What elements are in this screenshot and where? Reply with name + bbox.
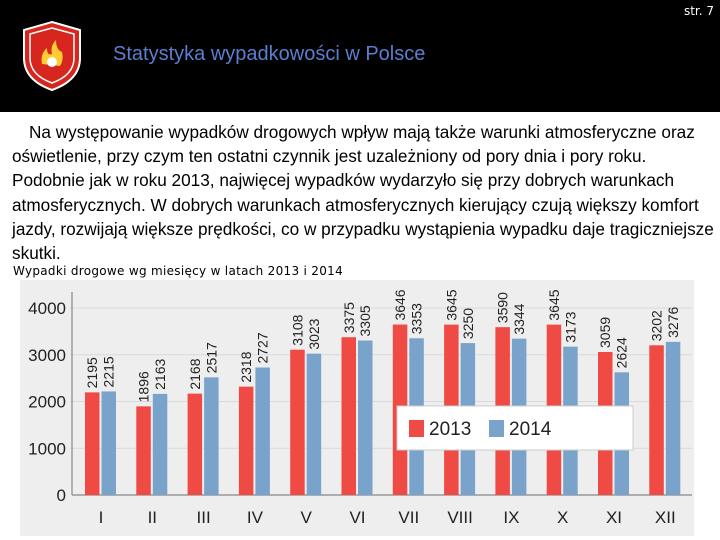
bar-2013	[290, 350, 305, 495]
data-label-2013: 3590	[494, 292, 511, 324]
x-tick-label: XII	[654, 508, 676, 527]
x-tick-label: VII	[398, 508, 420, 527]
data-label-2014: 3023	[305, 318, 322, 350]
data-label-2013: 3108	[289, 314, 306, 346]
x-tick-label: XI	[605, 508, 623, 527]
bar-2013	[239, 387, 254, 495]
y-tick-label: 2000	[28, 392, 66, 412]
bar-2014	[153, 394, 168, 495]
y-tick-label: 3000	[28, 345, 66, 365]
data-label-2014: 3305	[357, 305, 374, 337]
bar-2014	[204, 377, 219, 495]
page-number: str. 7	[683, 4, 714, 18]
data-label-2013: 3059	[597, 316, 614, 348]
bar-2013	[136, 406, 151, 495]
data-label-2014: 3344	[511, 303, 528, 335]
chart-caption: Wypadki drogowe wg miesięcy w latach 2013 i 2014	[13, 264, 344, 278]
x-tick-label: IV	[246, 508, 263, 527]
data-label-2014: 2727	[254, 332, 271, 364]
bar-2014	[102, 391, 117, 495]
data-label-2013: 3375	[340, 302, 357, 334]
bar-2014	[666, 342, 681, 495]
x-tick-label: V	[300, 508, 312, 527]
x-tick-label: IX	[503, 508, 520, 527]
x-tick-label: III	[196, 508, 211, 527]
data-label-2013: 3646	[392, 289, 409, 321]
y-tick-label: 0	[56, 486, 66, 505]
bar-2013	[85, 392, 100, 495]
data-label-2014: 3250	[459, 307, 476, 340]
bar-2014	[307, 354, 322, 495]
data-label-2013: 2168	[186, 358, 203, 390]
data-label-2014: 3353	[408, 303, 425, 335]
data-label-2014: 2163	[152, 358, 169, 390]
data-label-2013: 2318	[238, 351, 255, 383]
legend-label-2013: 2013	[429, 419, 472, 440]
bar-2014	[255, 368, 270, 495]
data-label-2014: 2215	[100, 356, 117, 388]
bar-2014	[358, 340, 373, 495]
x-tick-label: VI	[349, 508, 366, 527]
bar-2013	[188, 394, 203, 495]
data-label-2014: 2517	[203, 342, 220, 374]
x-tick-label: I	[98, 508, 104, 527]
bar-2013	[342, 337, 357, 495]
legend-swatch-2014	[489, 420, 504, 437]
y-tick-label: 1000	[28, 439, 66, 459]
data-label-2014: 2624	[613, 337, 630, 369]
legend-swatch-2013	[409, 420, 424, 437]
data-label-2013: 2195	[84, 357, 101, 389]
bar-2013	[649, 345, 664, 495]
legend-label-2014: 2014	[509, 419, 552, 440]
data-label-2013: 3645	[443, 289, 460, 321]
data-label-2013: 3202	[648, 310, 665, 342]
page-title: Statystyka wypadkowości w Polsce	[113, 43, 426, 65]
data-label-2014: 3173	[562, 311, 579, 343]
x-tick-label: II	[147, 508, 158, 527]
x-tick-label: X	[557, 508, 569, 527]
data-label-2013: 1896	[135, 371, 152, 403]
x-tick-label: VIII	[447, 508, 473, 527]
data-label-2013: 3645	[545, 289, 562, 321]
data-label-2014: 3276	[665, 306, 682, 338]
y-tick-label: 4000	[28, 299, 66, 318]
body-paragraph: Na występowanie wypadków drogowych wpływ mają także warunki atmosferyczne oraz oświetlenie, przy czym ten ostatni czynnik jest uzależniony od pory dnia i pory roku. Podobnie jak w roku 2013, najwięcej wypadków wydarzyło się przy dobrych warunkach atmosferycznych. W dobrych warunkach atmosferycznych kierujący czują większy komfort jazdy, rozwijają większe prędkości, co w przypadku wystąpienia wypadku daje tragiczniejsze skutki.	[12, 122, 714, 264]
